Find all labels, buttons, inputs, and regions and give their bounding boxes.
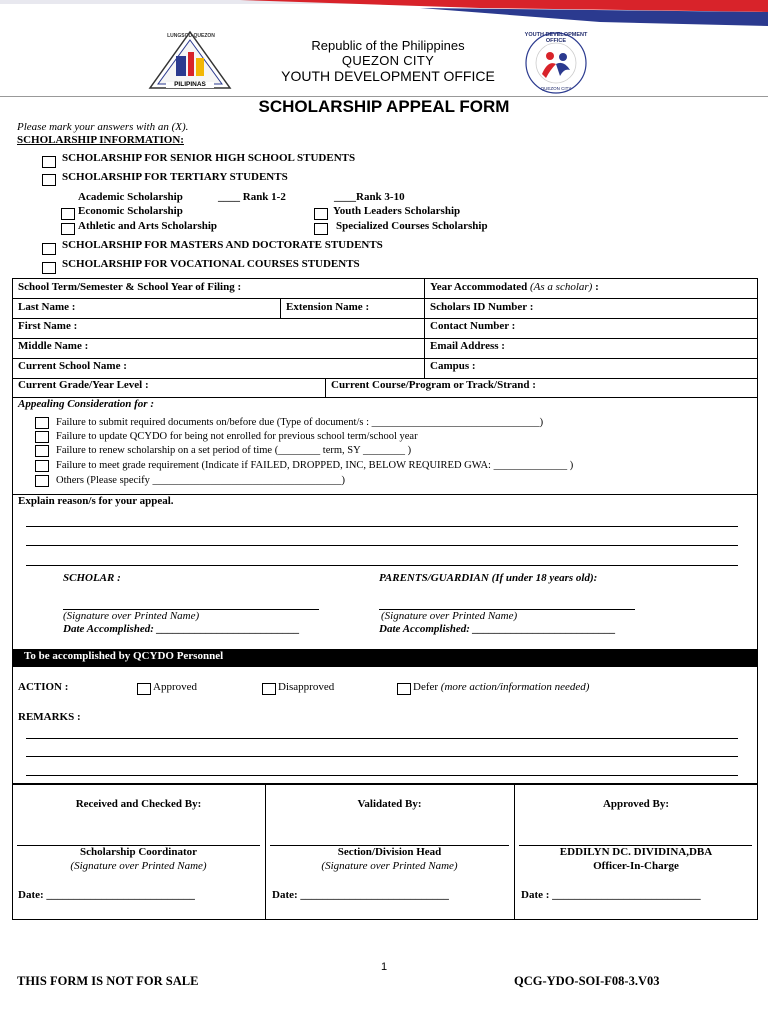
seal-top-text: LUNGSOD QUEZON (167, 33, 215, 39)
appeal-opt1-checkbox[interactable] (35, 417, 49, 429)
appeal-opt3-label: Failure to renew scholarship on a set period of time (________ term, SY ________ ) (56, 445, 412, 456)
rank-3-10-field[interactable]: ____Rank 3-10 (334, 191, 405, 203)
office-label: YOUTH DEVELOPMENT OFFICE (281, 68, 495, 84)
reason-line-2[interactable] (26, 545, 738, 546)
senior-high-label: SCHOLARSHIP FOR SENIOR HIGH SCHOOL STUDENTS (62, 152, 356, 164)
personnel-banner-label: To be accomplished by QCYDO Personnel (24, 650, 224, 662)
disapproved-checkbox[interactable] (262, 683, 276, 695)
personnel-section (12, 666, 758, 784)
header-banner (0, 0, 768, 30)
validated-label: Validated By: (357, 798, 422, 810)
city-label: QUEZON CITY (341, 53, 435, 68)
disapproved-label: Disapproved (278, 681, 335, 693)
scholar-label: SCHOLAR : (63, 572, 121, 584)
scholar-date-field[interactable]: Date Accomplished: __________________________ (63, 623, 300, 635)
economic-checkbox[interactable] (61, 208, 75, 220)
year-accommodated-field[interactable] (430, 281, 599, 293)
remarks-label: REMARKS : (18, 711, 81, 723)
year-accommodated-note: (As a scholar) (530, 281, 593, 293)
appeal-opt4-label: Failure to meet grade requirement (Indicate if FAILED, DROPPED, INC, BELOW REQUIRED GWA: ______________ ) (56, 460, 574, 471)
grade-level-field[interactable]: Current Grade/Year Level : (18, 379, 149, 391)
ydo-logo (516, 30, 596, 96)
economic-label: Economic Scholarship (78, 205, 183, 217)
tertiary-checkbox[interactable] (42, 174, 56, 186)
not-for-sale-label: THIS FORM IS NOT FOR SALE (17, 974, 199, 988)
appeal-opt4-checkbox[interactable] (35, 460, 49, 472)
reason-line-1[interactable] (26, 526, 738, 527)
email-field[interactable]: Email Address : (430, 340, 505, 352)
academic-label: Academic Scholarship (78, 191, 183, 203)
middle-name-field[interactable]: Middle Name : (18, 340, 89, 352)
coordinator-date-field[interactable]: Date: ___________________________ (18, 889, 195, 901)
appeal-heading: Appealing Consideration for : (18, 398, 154, 410)
appeal-opt5-checkbox[interactable] (35, 475, 49, 487)
action-label: ACTION : (18, 681, 69, 693)
approved-checkbox[interactable] (137, 683, 151, 695)
appeal-opt3-checkbox[interactable] (35, 445, 49, 457)
coordinator-title: Scholarship Coordinator (79, 846, 198, 858)
ydo-logo-text: YOUTH DEVELOPMENT OFFICE (524, 32, 588, 44)
republic-label: Republic of the Philippines (311, 38, 465, 53)
athletic-checkbox[interactable] (61, 223, 75, 235)
remarks-line-2[interactable] (26, 756, 738, 757)
tertiary-label: SCHOLARSHIP FOR TERTIARY STUDENTS (62, 171, 288, 183)
parent-sig-label: (Signature over Printed Name) (381, 610, 518, 622)
scholars-id-field[interactable]: Scholars ID Number : (430, 301, 534, 313)
contact-number-field[interactable]: Contact Number : (430, 320, 516, 332)
current-school-field[interactable]: Current School Name : (18, 360, 127, 372)
seal-bottom-text: PILIPINAS (174, 81, 206, 88)
specialized-label: Specialized Courses Scholarship (336, 220, 488, 232)
year-accommodated-colon: : (592, 281, 599, 293)
page-title: SCHOLARSHIP APPEAL FORM (258, 97, 510, 116)
scholarship-info-heading: SCHOLARSHIP INFORMATION: (17, 134, 184, 146)
vocational-label: SCHOLARSHIP FOR VOCATIONAL COURSES STUDENTS (62, 258, 360, 270)
remarks-line-1[interactable] (26, 738, 738, 739)
coordinator-sig-label: (Signature over Printed Name) (70, 860, 207, 872)
defer-checkbox[interactable] (397, 683, 411, 695)
campus-field[interactable]: Campus : (430, 360, 476, 372)
appeal-opt2-checkbox[interactable] (35, 431, 49, 443)
course-field[interactable]: Current Course/Program or Track/Strand : (331, 379, 536, 391)
masters-checkbox[interactable] (42, 243, 56, 255)
youth-leaders-checkbox[interactable] (314, 208, 328, 220)
appeal-opt2-label: Failure to update QCYDO for being not enrolled for previous school term/school year (56, 431, 418, 442)
section-head-title: Section/Division Head (337, 846, 442, 858)
approved-label: Approved (153, 681, 197, 693)
approved-by-label: Approved By: (602, 798, 670, 810)
quezon-city-seal (148, 30, 232, 92)
vocational-checkbox[interactable] (42, 262, 56, 274)
rank-1-2-field[interactable]: ____ Rank 1-2 (218, 191, 286, 203)
school-term-field[interactable]: School Term/Semester & School Year of Filing : (18, 281, 242, 293)
ydo-logo-text-bottom: QUEZON CITY (540, 86, 572, 91)
officer-title: Officer-In-Charge (593, 860, 679, 872)
masters-label: SCHOLARSHIP FOR MASTERS AND DOCTORATE STUDENTS (62, 239, 383, 251)
specialized-checkbox[interactable] (314, 223, 328, 235)
defer-label (413, 681, 589, 693)
officer-date-field[interactable]: Date : ___________________________ (521, 889, 701, 901)
appeal-opt1-label: Failure to submit required documents on/before due (Type of document/s : ________________________________) (56, 417, 544, 428)
youth-leaders-label: Youth Leaders Scholarship (333, 205, 461, 217)
year-accommodated-label: Year Accommodated (430, 281, 528, 293)
first-name-field[interactable]: First Name : (18, 320, 78, 332)
section-head-sig-label: (Signature over Printed Name) (321, 860, 458, 872)
defer-note: (more action/information needed) (440, 681, 590, 693)
parent-date-field[interactable]: Date Accomplished: __________________________ (379, 623, 616, 635)
scholar-sig-label: (Signature over Printed Name) (63, 610, 200, 622)
officer-name: EDDILYN DC. DIVIDINA,DBA (559, 846, 713, 858)
senior-high-checkbox[interactable] (42, 156, 56, 168)
section-head-date-field[interactable]: Date: ___________________________ (272, 889, 449, 901)
remarks-line-3[interactable] (26, 775, 738, 776)
received-label: Received and Checked By: (75, 798, 202, 810)
extension-name-field[interactable]: Extension Name : (286, 301, 370, 313)
appeal-opt5-label: Others (Please specify ____________________________________) (56, 475, 346, 486)
form-code: QCG-YDO-SOI-F08-3.V03 (514, 974, 660, 988)
athletic-label: Athletic and Arts Scholarship (78, 220, 218, 232)
instructions: Please mark your answers with an (X). (17, 121, 189, 133)
header-stripes (0, 0, 768, 30)
reason-line-3[interactable] (26, 565, 738, 566)
defer-text: Defer (413, 681, 439, 693)
last-name-field[interactable]: Last Name : (18, 301, 76, 313)
reason-heading: Explain reason/s for your appeal. (18, 495, 174, 507)
parents-label: PARENTS/GUARDIAN (If under 18 years old): (379, 572, 598, 584)
page-number: 1 (380, 961, 388, 973)
